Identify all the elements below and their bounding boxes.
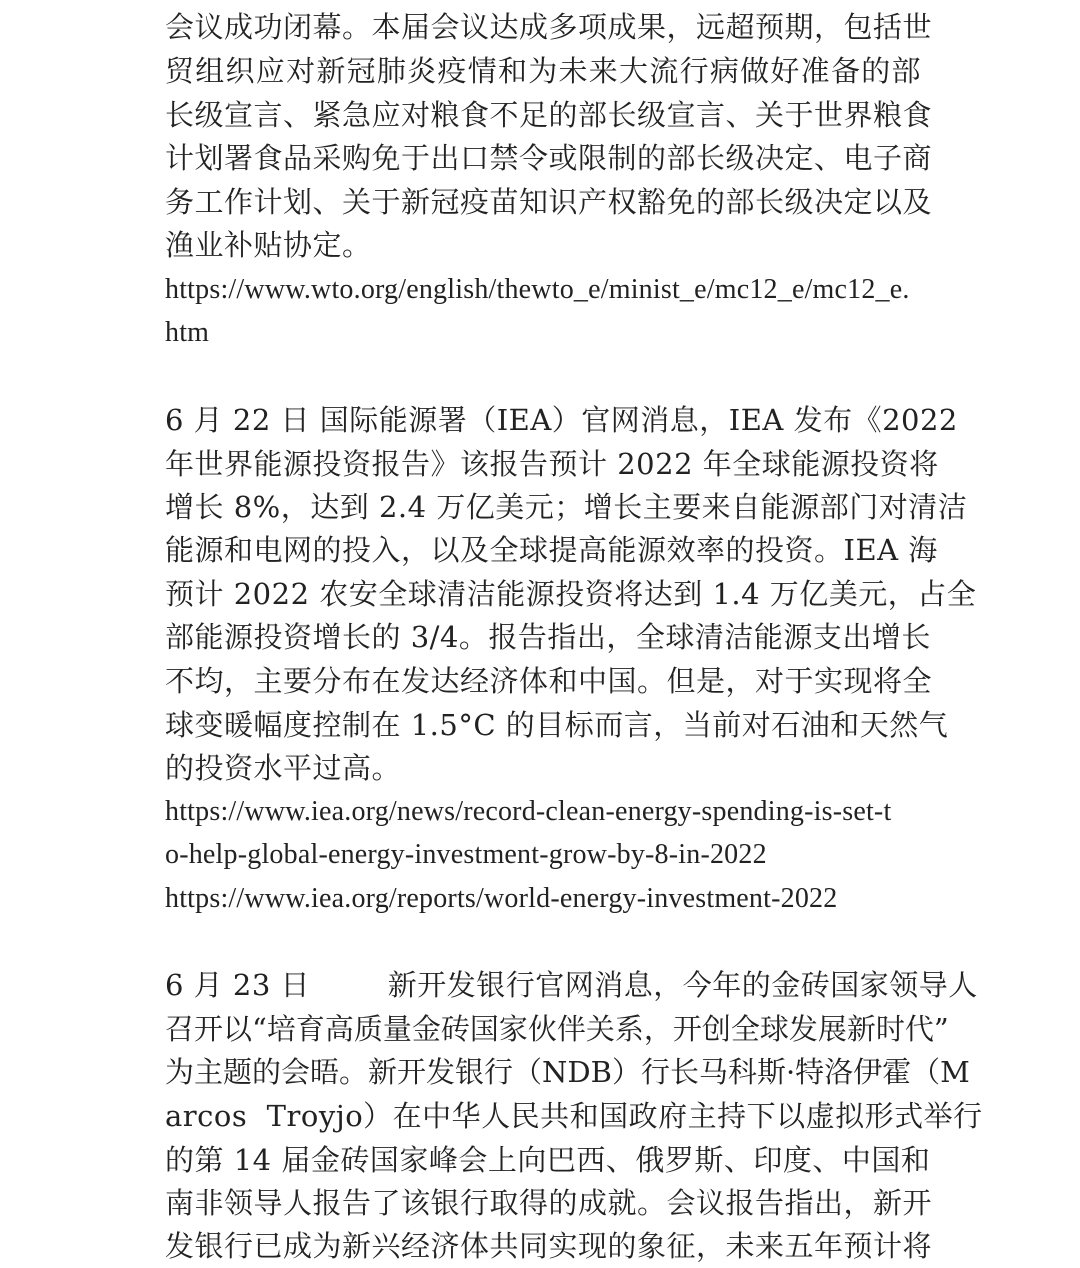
text-line: arcos Troyjo）在中华人民共和国政府主持下以虚拟形式举行 xyxy=(165,1099,983,1133)
source-link[interactable]: https://www.iea.org/news/record-clean-energy-spending-is-set-t xyxy=(165,796,892,827)
text-line: 不均，主要分布在发达经济体和中国。但是，对于实现将全 xyxy=(165,664,933,698)
source-link[interactable]: https://www.iea.org/reports/world-energy-investment-2022 xyxy=(165,883,838,914)
text-line: 发银行已成为新兴经济体共同实现的象征，未来五年预计将 xyxy=(165,1229,933,1263)
text-line: 渔业补贴协定。 xyxy=(165,228,372,262)
text-line: 会议成功闭幕。本届会议达成多项成果，远超预期，包括世 xyxy=(165,10,933,44)
text-line: 年世界能源投资报告》该报告预计 2022 年全球能源投资将 xyxy=(165,447,939,481)
source-link[interactable]: https://www.wto.org/english/thewto_e/minist_e/mc12_e/mc12_e. xyxy=(165,274,910,305)
text-line: 球变暖幅度控制在 1.5°C 的目标而言，当前对石油和天然气 xyxy=(165,708,949,742)
text-line: 6 月 22 日 国际能源署（IEA）官网消息，IEA 发布《2022 xyxy=(165,403,958,437)
text-line: 贸组织应对新冠肺炎疫情和为未来大流行病做好准备的部 xyxy=(165,54,921,88)
text-line: 6 月 23 日 新开发银行官网消息，今年的金砖国家领导人 xyxy=(165,968,978,1002)
text-line: 的投资水平过高。 xyxy=(165,751,402,785)
text-line: 务工作计划、关于新冠疫苗知识产权豁免的部长级决定以及 xyxy=(165,185,933,219)
text-line: 的第 14 届金砖国家峰会上向巴西、俄罗斯、印度、中国和 xyxy=(165,1143,931,1177)
text-line: 南非领导人报告了该银行取得的成就。会议报告指出，新开 xyxy=(165,1186,933,1220)
text-line: 预计 2022 农安全球清洁能源投资将达到 1.4 万亿美元，占全 xyxy=(165,577,977,611)
text-line: 能源和电网的投入，以及全球提高能源效率的投资。IEA 海 xyxy=(165,533,938,567)
text-line: 召开以“培育高质量金砖国家伙伴关系，开创全球发展新时代” xyxy=(165,1012,949,1046)
text-line: 长级宣言、紧急应对粮食不足的部长级宣言、关于世界粮食 xyxy=(165,98,933,132)
text-line: 为主题的会晤。新开发银行（NDB）行长马科斯·特洛伊霍（M xyxy=(165,1055,970,1089)
text-line: 计划署食品采购免于出口禁令或限制的部长级决定、电子商 xyxy=(165,141,933,175)
text-line: 部能源投资增长的 3/4。报告指出，全球清洁能源支出增长 xyxy=(165,620,931,654)
text-line: 增长 8%，达到 2.4 万亿美元；增长主要来自能源部门对清洁 xyxy=(165,490,968,524)
source-link[interactable]: o-help-global-energy-investment-grow-by-8-in-2022 xyxy=(165,839,767,870)
source-link[interactable]: htm xyxy=(165,317,210,348)
